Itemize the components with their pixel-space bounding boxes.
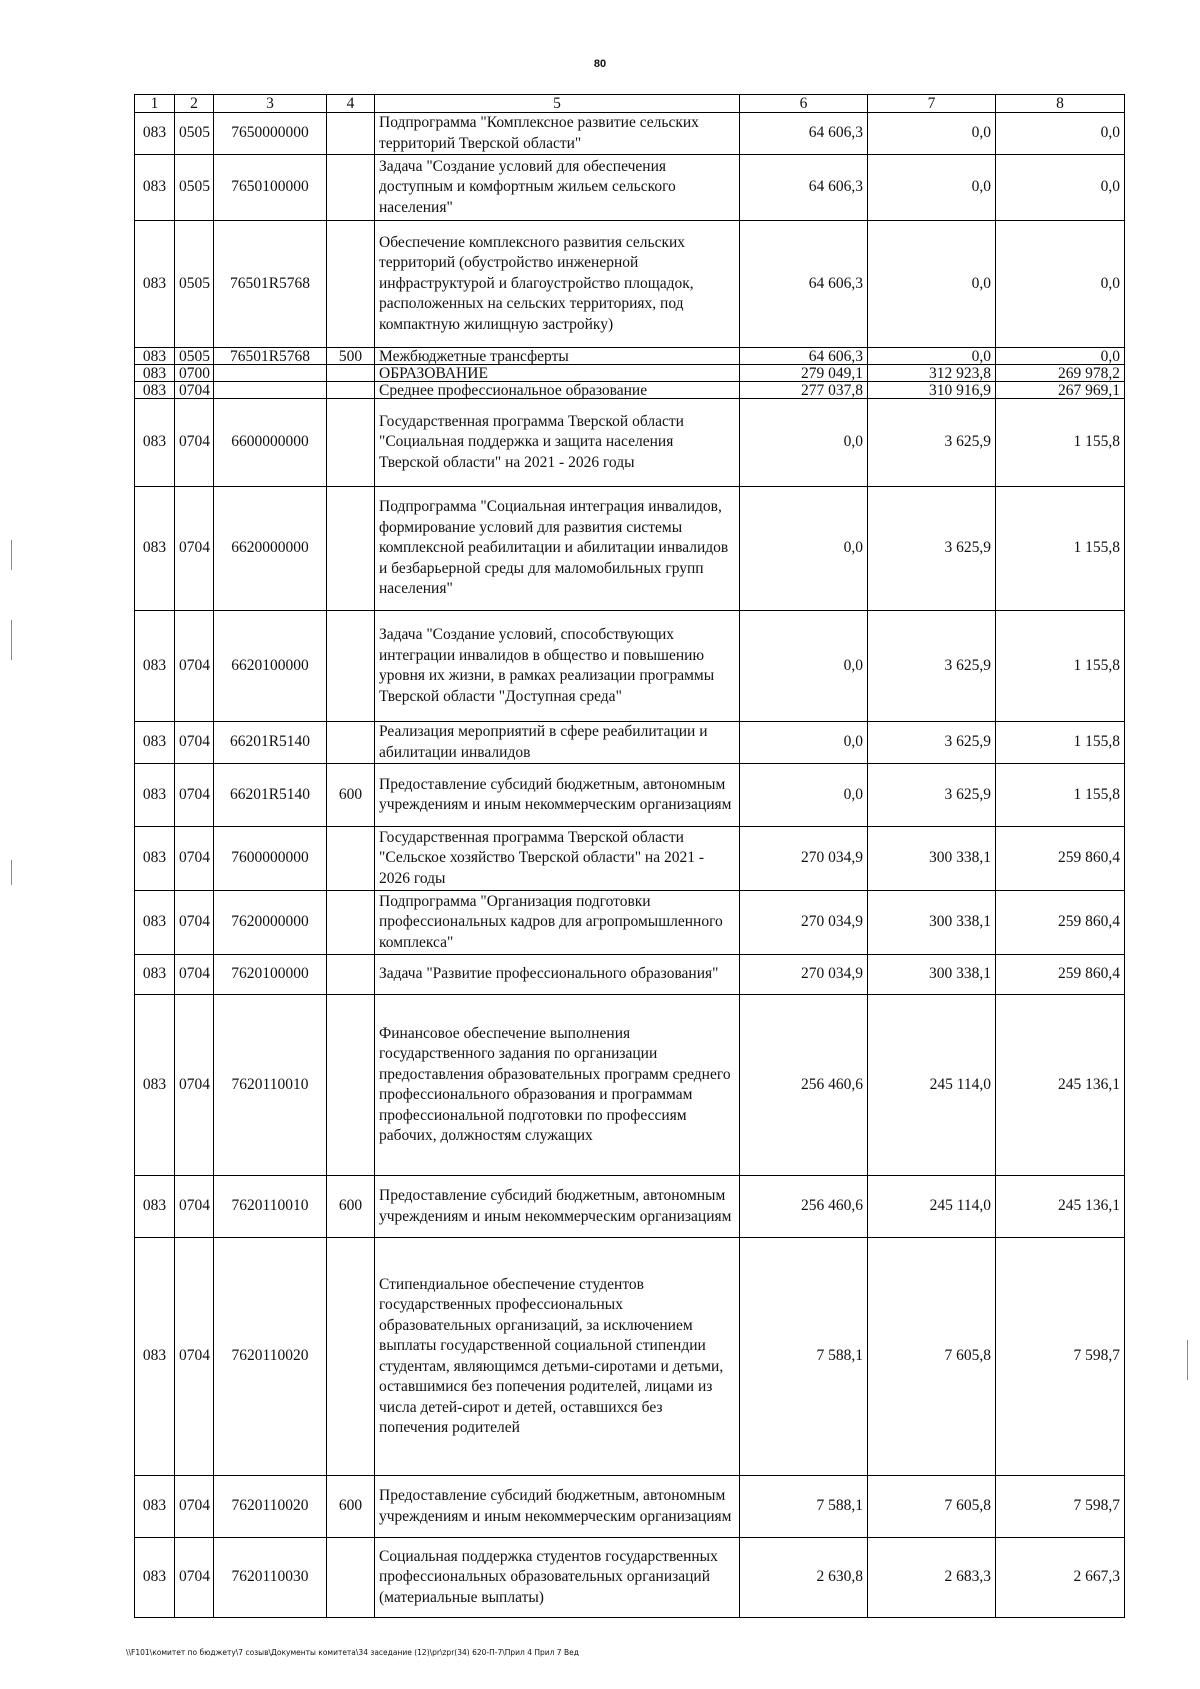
cell-description: Социальная поддержка студентов государственных профессиональных образовательных организаций (материальные выплаты) xyxy=(375,1538,740,1618)
cell-target-article: 7620110020 xyxy=(214,1238,327,1476)
cell-target-article: 7620000000 xyxy=(214,891,327,955)
cell-ministry-code: 083 xyxy=(135,155,175,221)
table-row xyxy=(135,955,1125,995)
cell-amount-year-3: 1 155,8 xyxy=(996,399,1125,487)
table-row xyxy=(135,399,1125,487)
cell-section-code: 0704 xyxy=(175,611,214,722)
cell-section-code: 0704 xyxy=(175,487,214,611)
cell-amount-year-3: 7 598,7 xyxy=(996,1476,1125,1538)
cell-ministry-code: 083 xyxy=(135,955,175,995)
cell-expense-type xyxy=(327,113,375,155)
cell-section-code: 0704 xyxy=(175,1538,214,1618)
budget-table xyxy=(134,94,1125,1618)
scan-artifact xyxy=(11,620,12,660)
cell-target-article: 66201R5140 xyxy=(214,764,327,827)
cell-section-code: 0704 xyxy=(175,764,214,827)
cell-ministry-code: 083 xyxy=(135,1538,175,1618)
cell-amount-year-2: 0,0 xyxy=(868,348,996,365)
cell-amount-year-3: 1 155,8 xyxy=(996,487,1125,611)
header-cell: 4 xyxy=(327,95,375,113)
cell-description: Подпрограмма "Комплексное развитие сельских территорий Тверской области" xyxy=(375,113,740,155)
cell-expense-type xyxy=(327,382,375,399)
cell-amount-year-3: 2 667,3 xyxy=(996,1538,1125,1618)
cell-amount-year-1: 0,0 xyxy=(740,764,868,827)
cell-ministry-code: 083 xyxy=(135,1176,175,1238)
cell-expense-type: 600 xyxy=(327,1176,375,1238)
table-row xyxy=(135,827,1125,891)
cell-amount-year-3: 259 860,4 xyxy=(996,955,1125,995)
cell-section-code: 0704 xyxy=(175,891,214,955)
cell-target-article: 6600000000 xyxy=(214,399,327,487)
cell-amount-year-2: 3 625,9 xyxy=(868,399,996,487)
header-cell: 5 xyxy=(375,95,740,113)
cell-description: Государственная программа Тверской области "Социальная поддержка и защита населения Тверской области" на 2021 - 2026 годы xyxy=(375,399,740,487)
cell-description: Стипендиальное обеспечение студентов государственных профессиональных образовательных организаций, за исключением выплаты государственной социальной стипендии студентам, являющимся детьми-сиротами и детьми, оставшимися без попечения родителей, лицами из числа детей-сирот и детей, оставшихся без попечения родителей xyxy=(375,1238,740,1476)
cell-expense-type xyxy=(327,891,375,955)
cell-amount-year-3: 0,0 xyxy=(996,348,1125,365)
cell-expense-type xyxy=(327,722,375,764)
cell-expense-type xyxy=(327,955,375,995)
cell-target-article xyxy=(214,365,327,382)
cell-target-article xyxy=(214,382,327,399)
cell-expense-type xyxy=(327,155,375,221)
table-row xyxy=(135,487,1125,611)
header-cell: 1 xyxy=(135,95,175,113)
cell-amount-year-2: 0,0 xyxy=(868,155,996,221)
cell-expense-type xyxy=(327,221,375,348)
cell-ministry-code: 083 xyxy=(135,1476,175,1538)
cell-amount-year-1: 0,0 xyxy=(740,487,868,611)
cell-section-code: 0704 xyxy=(175,399,214,487)
table-row xyxy=(135,348,1125,365)
cell-amount-year-1: 0,0 xyxy=(740,611,868,722)
cell-ministry-code: 083 xyxy=(135,399,175,487)
cell-amount-year-3: 0,0 xyxy=(996,155,1125,221)
cell-target-article: 7620110020 xyxy=(214,1476,327,1538)
cell-amount-year-2: 7 605,8 xyxy=(868,1238,996,1476)
cell-ministry-code: 083 xyxy=(135,891,175,955)
cell-amount-year-3: 0,0 xyxy=(996,221,1125,348)
cell-amount-year-1: 2 630,8 xyxy=(740,1538,868,1618)
cell-expense-type xyxy=(327,827,375,891)
cell-target-article: 7620110030 xyxy=(214,1538,327,1618)
cell-ministry-code: 083 xyxy=(135,722,175,764)
cell-description: ОБРАЗОВАНИЕ xyxy=(375,365,740,382)
header-cell: 7 xyxy=(868,95,996,113)
cell-amount-year-1: 0,0 xyxy=(740,399,868,487)
cell-amount-year-2: 3 625,9 xyxy=(868,611,996,722)
cell-section-code: 0700 xyxy=(175,365,214,382)
cell-expense-type: 600 xyxy=(327,764,375,827)
table-row xyxy=(135,155,1125,221)
cell-description: Предоставление субсидий бюджетным, автономным учреждениям и иным некоммерческим организациям xyxy=(375,1476,740,1538)
cell-target-article: 66201R5140 xyxy=(214,722,327,764)
cell-amount-year-2: 0,0 xyxy=(868,221,996,348)
cell-section-code: 0704 xyxy=(175,827,214,891)
cell-ministry-code: 083 xyxy=(135,221,175,348)
table-row xyxy=(135,1238,1125,1476)
cell-amount-year-2: 312 923,8 xyxy=(868,365,996,382)
cell-amount-year-1: 256 460,6 xyxy=(740,1176,868,1238)
cell-target-article: 7620110010 xyxy=(214,995,327,1176)
cell-amount-year-3: 1 155,8 xyxy=(996,611,1125,722)
cell-amount-year-1: 7 588,1 xyxy=(740,1476,868,1538)
cell-expense-type xyxy=(327,1538,375,1618)
table-row xyxy=(135,722,1125,764)
cell-amount-year-2: 2 683,3 xyxy=(868,1538,996,1618)
cell-target-article: 6620100000 xyxy=(214,611,327,722)
cell-ministry-code: 083 xyxy=(135,827,175,891)
cell-amount-year-2: 3 625,9 xyxy=(868,487,996,611)
cell-amount-year-3: 259 860,4 xyxy=(996,891,1125,955)
cell-description: Подпрограмма "Организация подготовки профессиональных кадров для агропромышленного комплекса" xyxy=(375,891,740,955)
table-row xyxy=(135,995,1125,1176)
table-row xyxy=(135,611,1125,722)
cell-amount-year-1: 270 034,9 xyxy=(740,827,868,891)
cell-section-code: 0704 xyxy=(175,382,214,399)
cell-expense-type xyxy=(327,399,375,487)
cell-description: Предоставление субсидий бюджетным, автономным учреждениям и иным некоммерческим организациям xyxy=(375,764,740,827)
cell-target-article: 76501R5768 xyxy=(214,348,327,365)
header-cell: 2 xyxy=(175,95,214,113)
cell-amount-year-2: 3 625,9 xyxy=(868,722,996,764)
cell-amount-year-2: 300 338,1 xyxy=(868,891,996,955)
cell-amount-year-2: 300 338,1 xyxy=(868,827,996,891)
cell-section-code: 0704 xyxy=(175,995,214,1176)
cell-amount-year-1: 64 606,3 xyxy=(740,221,868,348)
cell-target-article: 76501R5768 xyxy=(214,221,327,348)
cell-target-article: 7620100000 xyxy=(214,955,327,995)
cell-description: Подпрограмма "Социальная интеграция инвалидов, формирование условий для развития системы комплексной реабилитации и абилитации инвалидов и безбарьерной среды для маломобильных групп населения" xyxy=(375,487,740,611)
cell-amount-year-3: 1 155,8 xyxy=(996,764,1125,827)
cell-expense-type xyxy=(327,1238,375,1476)
table-row xyxy=(135,764,1125,827)
cell-description: Межбюджетные трансферты xyxy=(375,348,740,365)
cell-description: Задача "Создание условий, способствующих интеграции инвалидов в общество и повышению уровня их жизни, в рамках реализации программы Тверской области "Доступная среда" xyxy=(375,611,740,722)
cell-amount-year-1: 64 606,3 xyxy=(740,155,868,221)
cell-ministry-code: 083 xyxy=(135,348,175,365)
cell-ministry-code: 083 xyxy=(135,487,175,611)
cell-ministry-code: 083 xyxy=(135,995,175,1176)
cell-amount-year-1: 270 034,9 xyxy=(740,891,868,955)
scan-artifact xyxy=(11,860,12,885)
cell-description: Государственная программа Тверской области "Сельское хозяйство Тверской области" на 2021 - 2026 годы xyxy=(375,827,740,891)
table-row xyxy=(135,382,1125,399)
cell-ministry-code: 083 xyxy=(135,611,175,722)
cell-section-code: 0704 xyxy=(175,1476,214,1538)
cell-ministry-code: 083 xyxy=(135,764,175,827)
cell-description: Задача "Развитие профессионального образования" xyxy=(375,955,740,995)
cell-description: Задача "Создание условий для обеспечения доступным и комфортным жильем сельского населения" xyxy=(375,155,740,221)
header-cell: 6 xyxy=(740,95,868,113)
cell-section-code: 0505 xyxy=(175,221,214,348)
cell-amount-year-3: 245 136,1 xyxy=(996,1176,1125,1238)
table-row xyxy=(135,365,1125,382)
cell-ministry-code: 083 xyxy=(135,1238,175,1476)
cell-description: Финансовое обеспечение выполнения государственного задания по организации предоставления образовательных программ среднего профессионального образования и программам профессиональной подготовки по профессиям рабочих, должностям служащих xyxy=(375,995,740,1176)
cell-target-article: 7600000000 xyxy=(214,827,327,891)
cell-section-code: 0505 xyxy=(175,155,214,221)
cell-ministry-code: 083 xyxy=(135,365,175,382)
cell-amount-year-3: 0,0 xyxy=(996,113,1125,155)
footer-file-path: \\F101\комитет по бюджету\7 созыв\Документы комитета\34 заседание (12)\pr\zpr(34) 620-П-7\Прил 4 Прил 7 Вед xyxy=(126,1648,579,1657)
scan-artifact xyxy=(11,540,12,570)
cell-expense-type: 600 xyxy=(327,1476,375,1538)
cell-amount-year-1: 0,0 xyxy=(740,722,868,764)
cell-amount-year-2: 7 605,8 xyxy=(868,1476,996,1538)
cell-section-code: 0505 xyxy=(175,113,214,155)
cell-amount-year-2: 245 114,0 xyxy=(868,1176,996,1238)
cell-description: Реализация мероприятий в сфере реабилитации и абилитации инвалидов xyxy=(375,722,740,764)
cell-amount-year-1: 64 606,3 xyxy=(740,348,868,365)
cell-section-code: 0704 xyxy=(175,955,214,995)
cell-target-article: 6620000000 xyxy=(214,487,327,611)
cell-amount-year-2: 3 625,9 xyxy=(868,764,996,827)
cell-target-article: 7650000000 xyxy=(214,113,327,155)
cell-amount-year-3: 259 860,4 xyxy=(996,827,1125,891)
cell-expense-type xyxy=(327,487,375,611)
cell-amount-year-1: 64 606,3 xyxy=(740,113,868,155)
cell-amount-year-1: 7 588,1 xyxy=(740,1238,868,1476)
cell-section-code: 0505 xyxy=(175,348,214,365)
header-row xyxy=(135,95,1125,113)
table-row xyxy=(135,1176,1125,1238)
cell-amount-year-3: 245 136,1 xyxy=(996,995,1125,1176)
cell-expense-type: 500 xyxy=(327,348,375,365)
cell-target-article: 7620110010 xyxy=(214,1176,327,1238)
cell-ministry-code: 083 xyxy=(135,382,175,399)
table-row xyxy=(135,891,1125,955)
table-row xyxy=(135,1476,1125,1538)
table-row xyxy=(135,221,1125,348)
table-body xyxy=(135,113,1125,1618)
cell-amount-year-2: 0,0 xyxy=(868,113,996,155)
header-cell: 3 xyxy=(214,95,327,113)
page-number: 80 xyxy=(593,58,607,70)
cell-expense-type xyxy=(327,995,375,1176)
cell-amount-year-1: 270 034,9 xyxy=(740,955,868,995)
cell-amount-year-1: 277 037,8 xyxy=(740,382,868,399)
cell-amount-year-3: 269 978,2 xyxy=(996,365,1125,382)
cell-target-article: 7650100000 xyxy=(214,155,327,221)
scan-artifact xyxy=(1187,1340,1188,1380)
cell-amount-year-3: 1 155,8 xyxy=(996,722,1125,764)
table-row xyxy=(135,1538,1125,1618)
table-row xyxy=(135,113,1125,155)
cell-amount-year-1: 279 049,1 xyxy=(740,365,868,382)
cell-amount-year-2: 310 916,9 xyxy=(868,382,996,399)
cell-amount-year-3: 7 598,7 xyxy=(996,1238,1125,1476)
cell-description: Среднее профессиональное образование xyxy=(375,382,740,399)
cell-ministry-code: 083 xyxy=(135,113,175,155)
cell-amount-year-2: 245 114,0 xyxy=(868,995,996,1176)
cell-section-code: 0704 xyxy=(175,1176,214,1238)
cell-amount-year-3: 267 969,1 xyxy=(996,382,1125,399)
cell-section-code: 0704 xyxy=(175,722,214,764)
cell-expense-type xyxy=(327,365,375,382)
cell-expense-type xyxy=(327,611,375,722)
header-cell: 8 xyxy=(996,95,1125,113)
cell-amount-year-2: 300 338,1 xyxy=(868,955,996,995)
cell-section-code: 0704 xyxy=(175,1238,214,1476)
cell-description: Обеспечение комплексного развития сельских территорий (обустройство инженерной инфраструктурой и благоустройство площадок, расположенных на сельских территориях, под компактную жилищную застройку) xyxy=(375,221,740,348)
cell-amount-year-1: 256 460,6 xyxy=(740,995,868,1176)
cell-description: Предоставление субсидий бюджетным, автономным учреждениям и иным некоммерческим организациям xyxy=(375,1176,740,1238)
